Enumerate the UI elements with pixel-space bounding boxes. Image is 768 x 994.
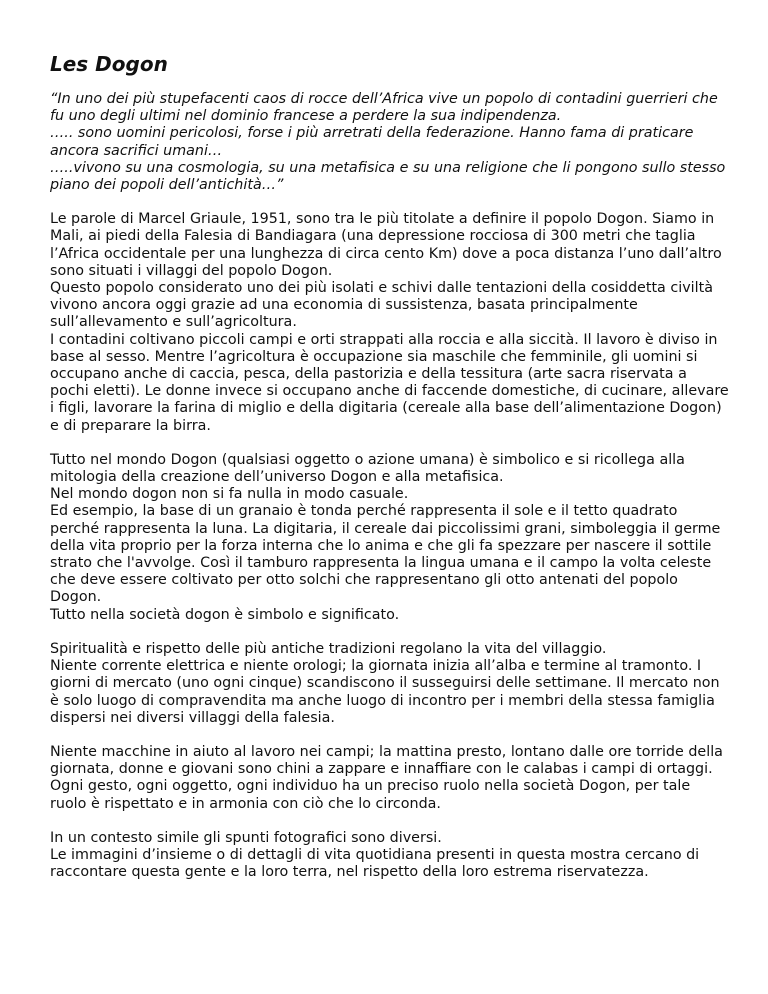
quote-line: …..vivono su una cosmologia, su una metafisica e su una religione che li pongono sullo stesso piano dei popoli dell’antichità…” <box>50 159 726 194</box>
paragraph-line: Ed esempio, la base di un granaio è tonda perché rappresenta il sole e il tetto quadrato perché rappresenta la luna. La digitaria, il cereale dai piccolissimi grani, simboleggia il germe della vita proprio per la forza interna che lo anima e che gli fa spezzare per nascere il sottile strato che l'avvolge. Così il tamburo rappresenta la lingua umana e il campo la volta celeste che deve essere coltivato per otto solchi che rappresentano gli otto antenati del popolo Dogon. <box>50 503 721 606</box>
paragraph-exhibition <box>50 830 730 882</box>
paragraph-griaule <box>50 211 730 435</box>
paragraph-line: Nel mondo dogon non si fa nulla in modo casuale. <box>50 486 409 503</box>
paragraph-line: Le parole di Marcel Griaule, 1951, sono tra le più titolate a definire il popolo Dogon. Siamo in Mali, ai piedi della Falesia di Bandiagara (una depressione rocciosa di 300 metri che taglia l’Africa occidentale per una lunghezza di circa cento Km) dove a poca distanza l’uno dall’altro sono situati i villaggi del popolo Dogon. <box>50 211 722 279</box>
paragraph-line: I contadini coltivano piccoli campi e orti strappati alla roccia e alla siccità. Il lavoro è diviso in base al sesso. Mentre l’agricoltura è occupazione sia maschile che femminile, gli uomini si occupano anche di caccia, pesca, della pastorizia e della tessitura (arte sacra riservata a pochi eletti). Le donne invece si occupano anche di faccende domestiche, di cucinare, allevare i figli, lavorare la farina di miglio e della digitaria (cereale alla base dell’alimentazione Dogon) e di preparare la birra. <box>50 331 729 434</box>
paragraph-line: Le immagini d’insieme o di dettagli di vita quotidiana presenti in questa mostra cercano di raccontare questa gente e la loro terra, nel rispetto della loro estrema riservatezza. <box>50 846 700 881</box>
paragraph-village-life <box>50 641 730 727</box>
opening-quote <box>50 91 730 194</box>
paragraph-line: Niente macchine in aiuto al lavoro nei campi; la mattina presto, lontano dalle ore torride della giornata, donne e giovani sono chini a zappare e innaffiare con le calabas i campi di ortaggi. <box>50 743 723 778</box>
paragraph-symbolism <box>50 452 730 624</box>
paragraph-fieldwork <box>50 744 730 813</box>
paragraph-line: Questo popolo considerato uno dei più isolati e schivi dalle tentazioni della cosiddetta civiltà vivono ancora oggi grazie ad una economia di sussistenza, basata principalmente sull’allevamento e sull’agricoltura. <box>50 280 713 331</box>
paragraph-line: Ogni gesto, ogni oggetto, ogni individuo ha un preciso ruolo nella società Dogon, per tale ruolo è rispettato e in armonia con ciò che lo circonda. <box>50 778 691 812</box>
document-title: Les Dogon <box>50 52 168 76</box>
document-page <box>50 52 730 881</box>
paragraph-line: In un contesto simile gli spunti fotografici sono diversi. <box>50 829 442 846</box>
quote-line: ….. sono uomini pericolosi, forse i più arretrati della federazione. Hanno fama di praticare ancora sacrifici umani… <box>50 125 694 159</box>
paragraph-line: Niente corrente elettrica e niente orologi; la giornata inizia all’alba e termine al tramonto. I giorni di mercato (uno ogni cinque) scandiscono il susseguirsi delle settimane. Il mercato non è solo luogo di compravendita ma anche luogo di incontro per i membri della stessa famiglia dispersi nei diversi villaggi della falesia. <box>50 658 720 726</box>
paragraph-line: Spiritualità e rispetto delle più antiche tradizioni regolano la vita del villaggio. <box>50 640 607 657</box>
paragraph-line: Tutto nella società dogon è simbolo e significato. <box>50 606 400 623</box>
paragraph-line: Tutto nel mondo Dogon (qualsiasi oggetto o azione umana) è simbolico e si ricollega alla mitologia della creazione dell’universo Dogon e alla metafisica. <box>50 451 685 486</box>
quote-line: “In uno dei più stupefacenti caos di rocce dell’Africa vive un popolo di contadini guerrieri che fu uno degli ultimi nel dominio francese a perdere la sua indipendenza. <box>50 91 718 125</box>
